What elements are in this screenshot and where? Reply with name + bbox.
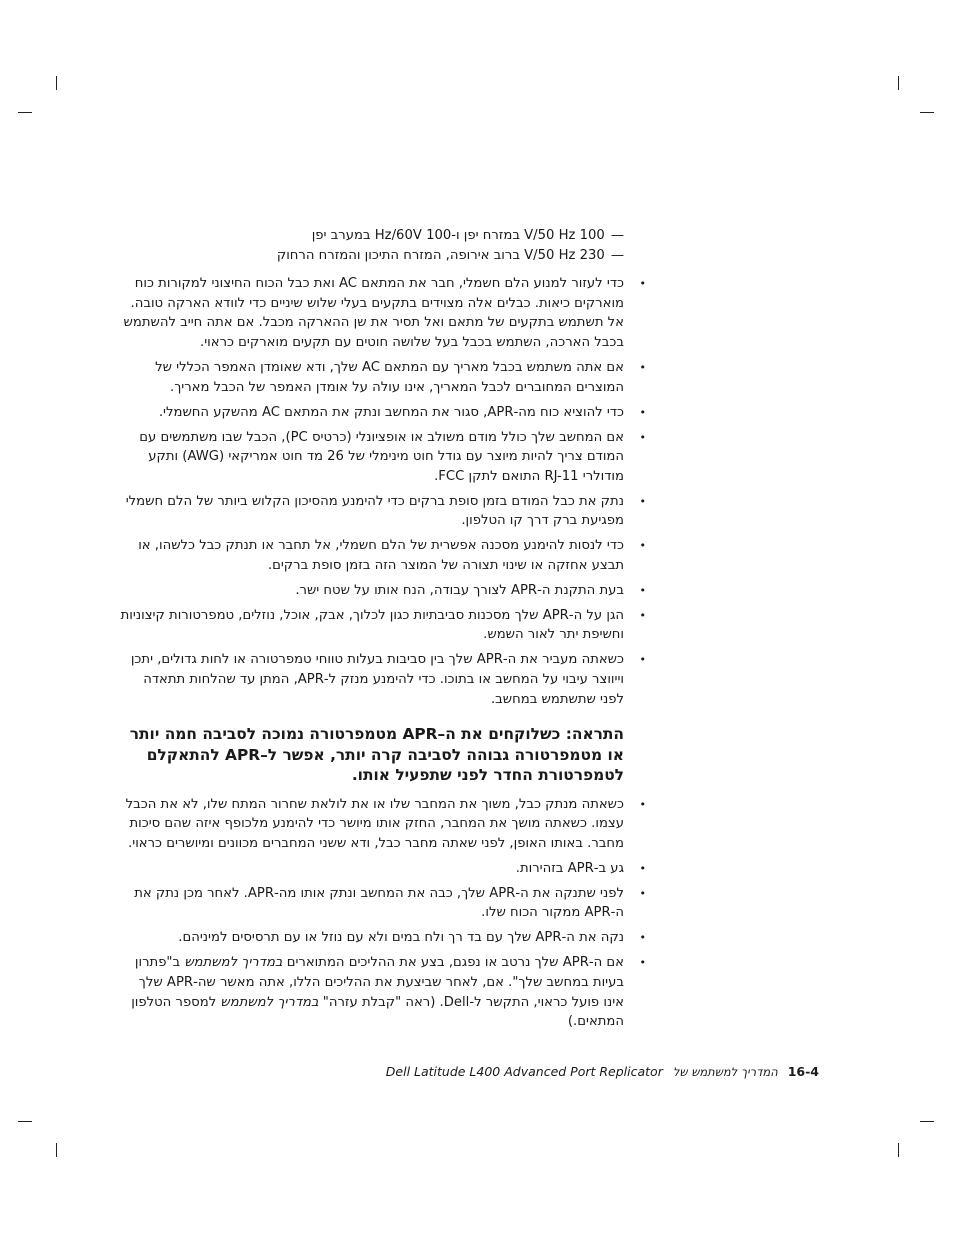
list-item: • כשאתה מעביר את ה-APR שלך בין סביבות בעלות טווחי טמפרטורה או לחות גדולים, יתכן וייווצר עיבוי על המחשב או בתוכו. כדי להימנע מנזק ל-APR, המתן עד שהלחות תתאדה לפני שתשתמש במחשב. [130, 652, 646, 707]
voltage-line: —100 V/50 Hz במזרח יפן ו-100‏ Hz/60V במערב יפן [311, 228, 624, 243]
list-item: • כדי להוציא כוח מה-APR, סגור את המחשב ונתק את המתאם AC מהשקע החשמלי. [118, 403, 654, 423]
bullet: • [639, 608, 646, 622]
bullet: • [639, 956, 646, 970]
page-number: 16-4 [787, 1064, 819, 1079]
bullet: • [639, 405, 646, 419]
dash-mark: — [610, 247, 624, 263]
bullet: • [639, 360, 646, 374]
bullet: • [639, 797, 646, 811]
dash-mark: — [610, 228, 624, 243]
list-item: • אם המחשב שלך כולל מודם משולב או אופציונלי (כרטיס PC), הכבל שבו משתמשים עם המודם צריך להיות מיוצר עם גודל חוט מינימלי של 26 מד חוט אמריקאי (AWG) ותקע מודולרי RJ-11 התואם לתקן FCC. [139, 429, 646, 484]
page-content [118, 226, 654, 1037]
guide-reference: במדריך למשתמש [184, 955, 283, 971]
list-item: • לפני שתנקה את ה-APR שלך, כבה את המחשב ונתק אותו מה-APR. לאחר מכן נתק את ה-APR ממקור הכוח שלו. [134, 885, 646, 921]
list-item: • כדי לנסות להימנע מסכנה אפשרית של הלם חשמלי, אל תחבר או תנתק כבל כלשהו, או תבצע אחזקה או שינוי תצורה של המוצר הזה בזמן סופת ברקים. [138, 538, 646, 573]
bullet: • [639, 539, 646, 553]
list-item: • אם אתה משתמש בכבל מאריך עם המתאם AC שלך, ודא שאומדן האמפר הכללי של המוצרים המחוברים לכבל המאריך, אינו עולה על אומדן האמפר של הכבל מאריך. [155, 359, 646, 395]
list-item: • כדי לעזור למנוע הלם חשמלי, חבר את המתאם AC ואת כבל הכוח החיצוני למקורות כוח מוארקים כיאות. כבלים אלה מצוידים בתקעים בעלי שלוש שיניים כדי לוודא הארקה טובה. אל תשתמש בתקעים של מתאם ואל תסיר את שן ההארקה מכבל. אם אתה חייב להשתמש בכבל הארכה, השתמש בכבל בעל שלושה חוטים עם תקעים מוארקים כראוי. [123, 276, 646, 350]
voltage-line: —230 V/50 Hz ברוב אירופה, המזרח התיכון והמזרח הרחוק [276, 247, 624, 263]
list-item: • כשאתה מנתק כבל, משוך את המחבר שלו או את לולאת שחרור המתח שלו, לא את הכבל עצמו. כשאתה מושך את המחבר, החזק אותו מיושר כדי להימנע מלכופף איזה שהם סיכות מחבר. באותו האופן, לפני שאתה מחבר כבל, ודא ששני המחברים מכוונים ומיושרים כראוי. [125, 796, 646, 851]
bullet: • [639, 430, 646, 444]
bullet: • [639, 931, 646, 945]
warning-notice: התראה: כשלוקחים את ה–APR מטמפרטורה נמוכה לסביבה חמה יותר או מטמפרטורה גבוהה לסביבה קרה יותר, אפשר ל–APR להתאקלם לטמפרטורת החדר לפני שתפעיל אותו. [129, 725, 624, 785]
bullet: • [639, 886, 646, 900]
safety-list [118, 274, 654, 709]
crop-mark [18, 112, 32, 113]
crop-mark [56, 76, 57, 90]
list-item: • בעת התקנת ה-APR לצורך עבודה, הנח אותו על שטח ישר. [118, 581, 654, 601]
bullet: • [639, 861, 646, 875]
crop-mark [18, 1121, 32, 1122]
handling-list [118, 795, 654, 1032]
crop-mark [920, 1121, 934, 1122]
page-footer [386, 1064, 819, 1079]
list-item: • נתק את כבל המודם בזמן סופת ברקים כדי להימנע מהסיכון הקלוש ביותר של הלם חשמלי מפגיעת ברק דרך קו הטלפון. [125, 493, 646, 529]
list-item: • הגן על ה-APR שלך מסכנות סביבתיות כגון לכלוך, אבק, אוכל, נוזלים, טמפרטורות קיצוניות וחשיפת יתר לאור השמש. [120, 607, 646, 643]
guide-reference: במדריך למשתמש [220, 994, 319, 1010]
footer-product: Dell Latitude L400 Advanced Port Replicator [385, 1064, 663, 1079]
list-item: • נקה את ה-APR שלך עם בד רך ולח במים ולא עם נוזל או עם תרסיסים למיניהם. [118, 928, 654, 948]
crop-mark [920, 112, 934, 113]
bullet: • [639, 583, 646, 597]
bullet: • [639, 494, 646, 508]
footer-guide: המדריך למשתמש של [672, 1065, 778, 1079]
crop-mark [898, 1143, 899, 1157]
list-item: • גע ב-APR בזהירות. [118, 859, 654, 879]
bullet: • [639, 653, 646, 667]
list-item: • אם ה-APR שלך נרטב או נפגם, בצע את ההליכים המתוארים במדריך למשתמש ב"פתרון בעיות במחשב שלך". אם, לאחר שביצעת את ההליכים הללו, אתה מאשר שה-APR שלך אינו פועל כראוי, התקשר ל-Dell. (ראה "קבלת עזרה" במדריך למשתמש למספר הטלפון המתאים.) [131, 955, 646, 1030]
crop-mark [898, 76, 899, 90]
bullet: • [639, 277, 646, 291]
crop-mark [56, 1143, 57, 1157]
